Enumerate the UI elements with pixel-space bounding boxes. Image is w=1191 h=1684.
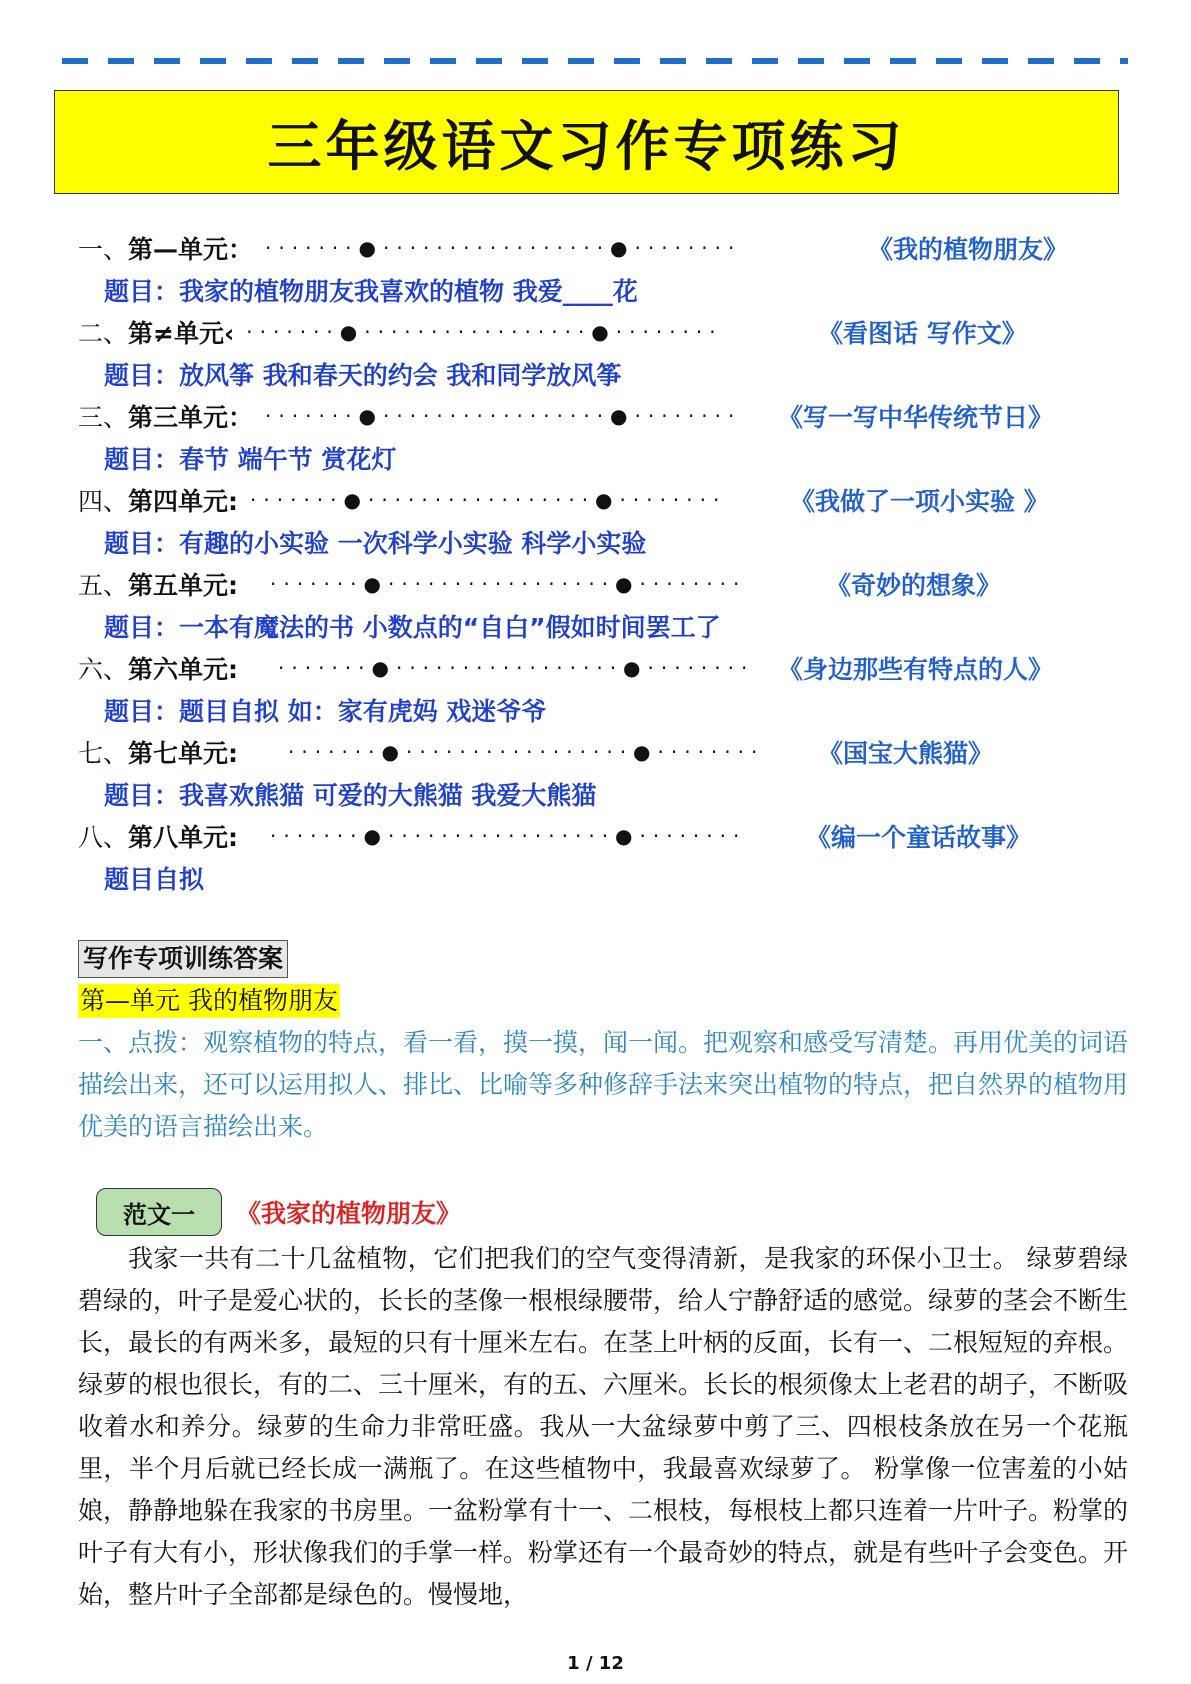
unit-book-title: 《看图话 写作文》 [818, 319, 1027, 348]
unit-topics: 题目：我喜欢熊猫 可爱的大熊猫 我爱大熊猫 [104, 781, 597, 810]
unit-topics: 题目：题目自拟 如：家有虎妈 戏迷爷爷 [104, 697, 547, 726]
unit-book-title: 《写一写中华传统节日》 [778, 403, 1054, 432]
page-title: 三年级语文习作专项练习 [267, 113, 906, 178]
unit-row [78, 479, 1158, 521]
unit-row [78, 227, 1158, 269]
answer-heading: 写作专项训练答案 [78, 940, 288, 978]
dot-leader: ·······●·················●········ [265, 404, 742, 428]
dot-leader: ·······●·················●········ [278, 656, 755, 680]
unit-row [78, 647, 1158, 689]
unit-label: 三、第三单元： [78, 403, 254, 432]
dot-leader: ·······●·················●········ [288, 740, 765, 764]
page-number: 1 / 12 [567, 1653, 624, 1674]
unit-row [78, 311, 1158, 353]
essay-title: 《我家的植物朋友》 [236, 1199, 462, 1228]
unit-topics: 题目：春节 端午节 赏花灯 [104, 445, 397, 474]
unit-topics: 题目：放风筝 我和春天的约会 我和同学放风筝 [104, 361, 622, 390]
unit-topics: 题目：我家的植物朋友我喜欢的植物 我爱____花 [104, 277, 638, 306]
dot-leader: ·······●·················●········ [246, 320, 723, 344]
unit-label: 一、第—单元： [78, 235, 254, 264]
unit-topics: 题目：有趣的小实验 一次科学小实验 科学小实验 [104, 529, 647, 558]
dot-leader: ·······●·················●········ [270, 824, 747, 848]
unit-book-title: 《我做了一项小实验 》 [790, 487, 1049, 516]
writing-hint: 一、点拨：观察植物的特点，看一看，摸一摸，闻一闻。把观察和感受写清楚。再用优美的词语描绘出来，还可以运用拟人、排比、比喻等多种修辞手法来突出植物的特点，把自然界的植物用优美的语言描绘出来。 [78, 1028, 1129, 1141]
unit-label: 七、第七单元: [78, 739, 239, 768]
answer-section [78, 940, 1128, 1616]
unit-book-title: 《奇妙的想象》 [826, 571, 1002, 600]
essay-badge: 范文一 [96, 1188, 222, 1236]
unit-book-title: 《国宝大熊猫》 [818, 739, 994, 768]
unit-row [78, 395, 1158, 437]
dot-leader: ·······●·················●········ [250, 488, 727, 512]
dashed-divider [62, 58, 1128, 64]
unit-book-title: 《编一个童话故事》 [806, 823, 1032, 852]
unit-book-title: 《我的植物朋友》 [868, 235, 1069, 264]
essay-body: 我家一共有二十几盆植物，它们把我们的空气变得清新，是我家的环保小卫士。 绿萝碧绿碧绿的，叶子是爱心状的，长长的茎像一根根绿腰带，给人宁静舒适的感觉。绿萝的茎会不断生长，最长的有两米多，最短的只有十厘米左右。在茎上叶柄的反面，长有一、二根短短的弃根。绿萝的根也很长，有的二、三十厘米，有的五、六厘米。长长的根须像太上老君的胡子，不断吸收着水和养分。绿萝的生命力非常旺盛。我从一大盆绿萝中剪了三、四根枝条放在另一个花瓶里，半个月后就已经长成一满瓶了。在这些植物中，我最喜欢绿萝了。 粉掌像一位害羞的小姑娘，静静地躲在我家的书房里。一盆粉掌有十一、二根枝，每根枝上都只连着一片叶子。粉掌的叶子有大有小，形状像我们的手掌一样。粉掌还有一个最奇妙的特点，就是有些叶子会变色。开始，整片叶子全部都是绿色的。慢慢地， [78, 1244, 1129, 1609]
unit-book-title: 《身边那些有特点的人》 [778, 655, 1054, 684]
unit-label: 四、第四单元: [78, 487, 239, 516]
unit-topics: 题目自拟 [104, 865, 205, 894]
unit-row [78, 731, 1158, 773]
unit-label: 六、第六单元: [78, 655, 239, 684]
unit-label: 五、第五单元: [78, 571, 239, 600]
essay-header [96, 1188, 1128, 1236]
unit-label: 八、第八单元: [78, 823, 239, 852]
title-banner [54, 90, 1119, 194]
unit-topics: 题目：一本有魔法的书 小数点的“自白”假如时间罢工了 [104, 613, 721, 642]
unit-row [78, 815, 1158, 857]
dot-leader: ·······●·················●········ [270, 572, 747, 596]
dot-leader: ·······●·················●········ [265, 236, 742, 260]
unit-label: 二、第≠单元‹ [78, 319, 235, 348]
unit-row [78, 563, 1158, 605]
unit-list [78, 227, 1158, 899]
unit-heading: 第—单元 我的植物朋友 [78, 984, 340, 1018]
